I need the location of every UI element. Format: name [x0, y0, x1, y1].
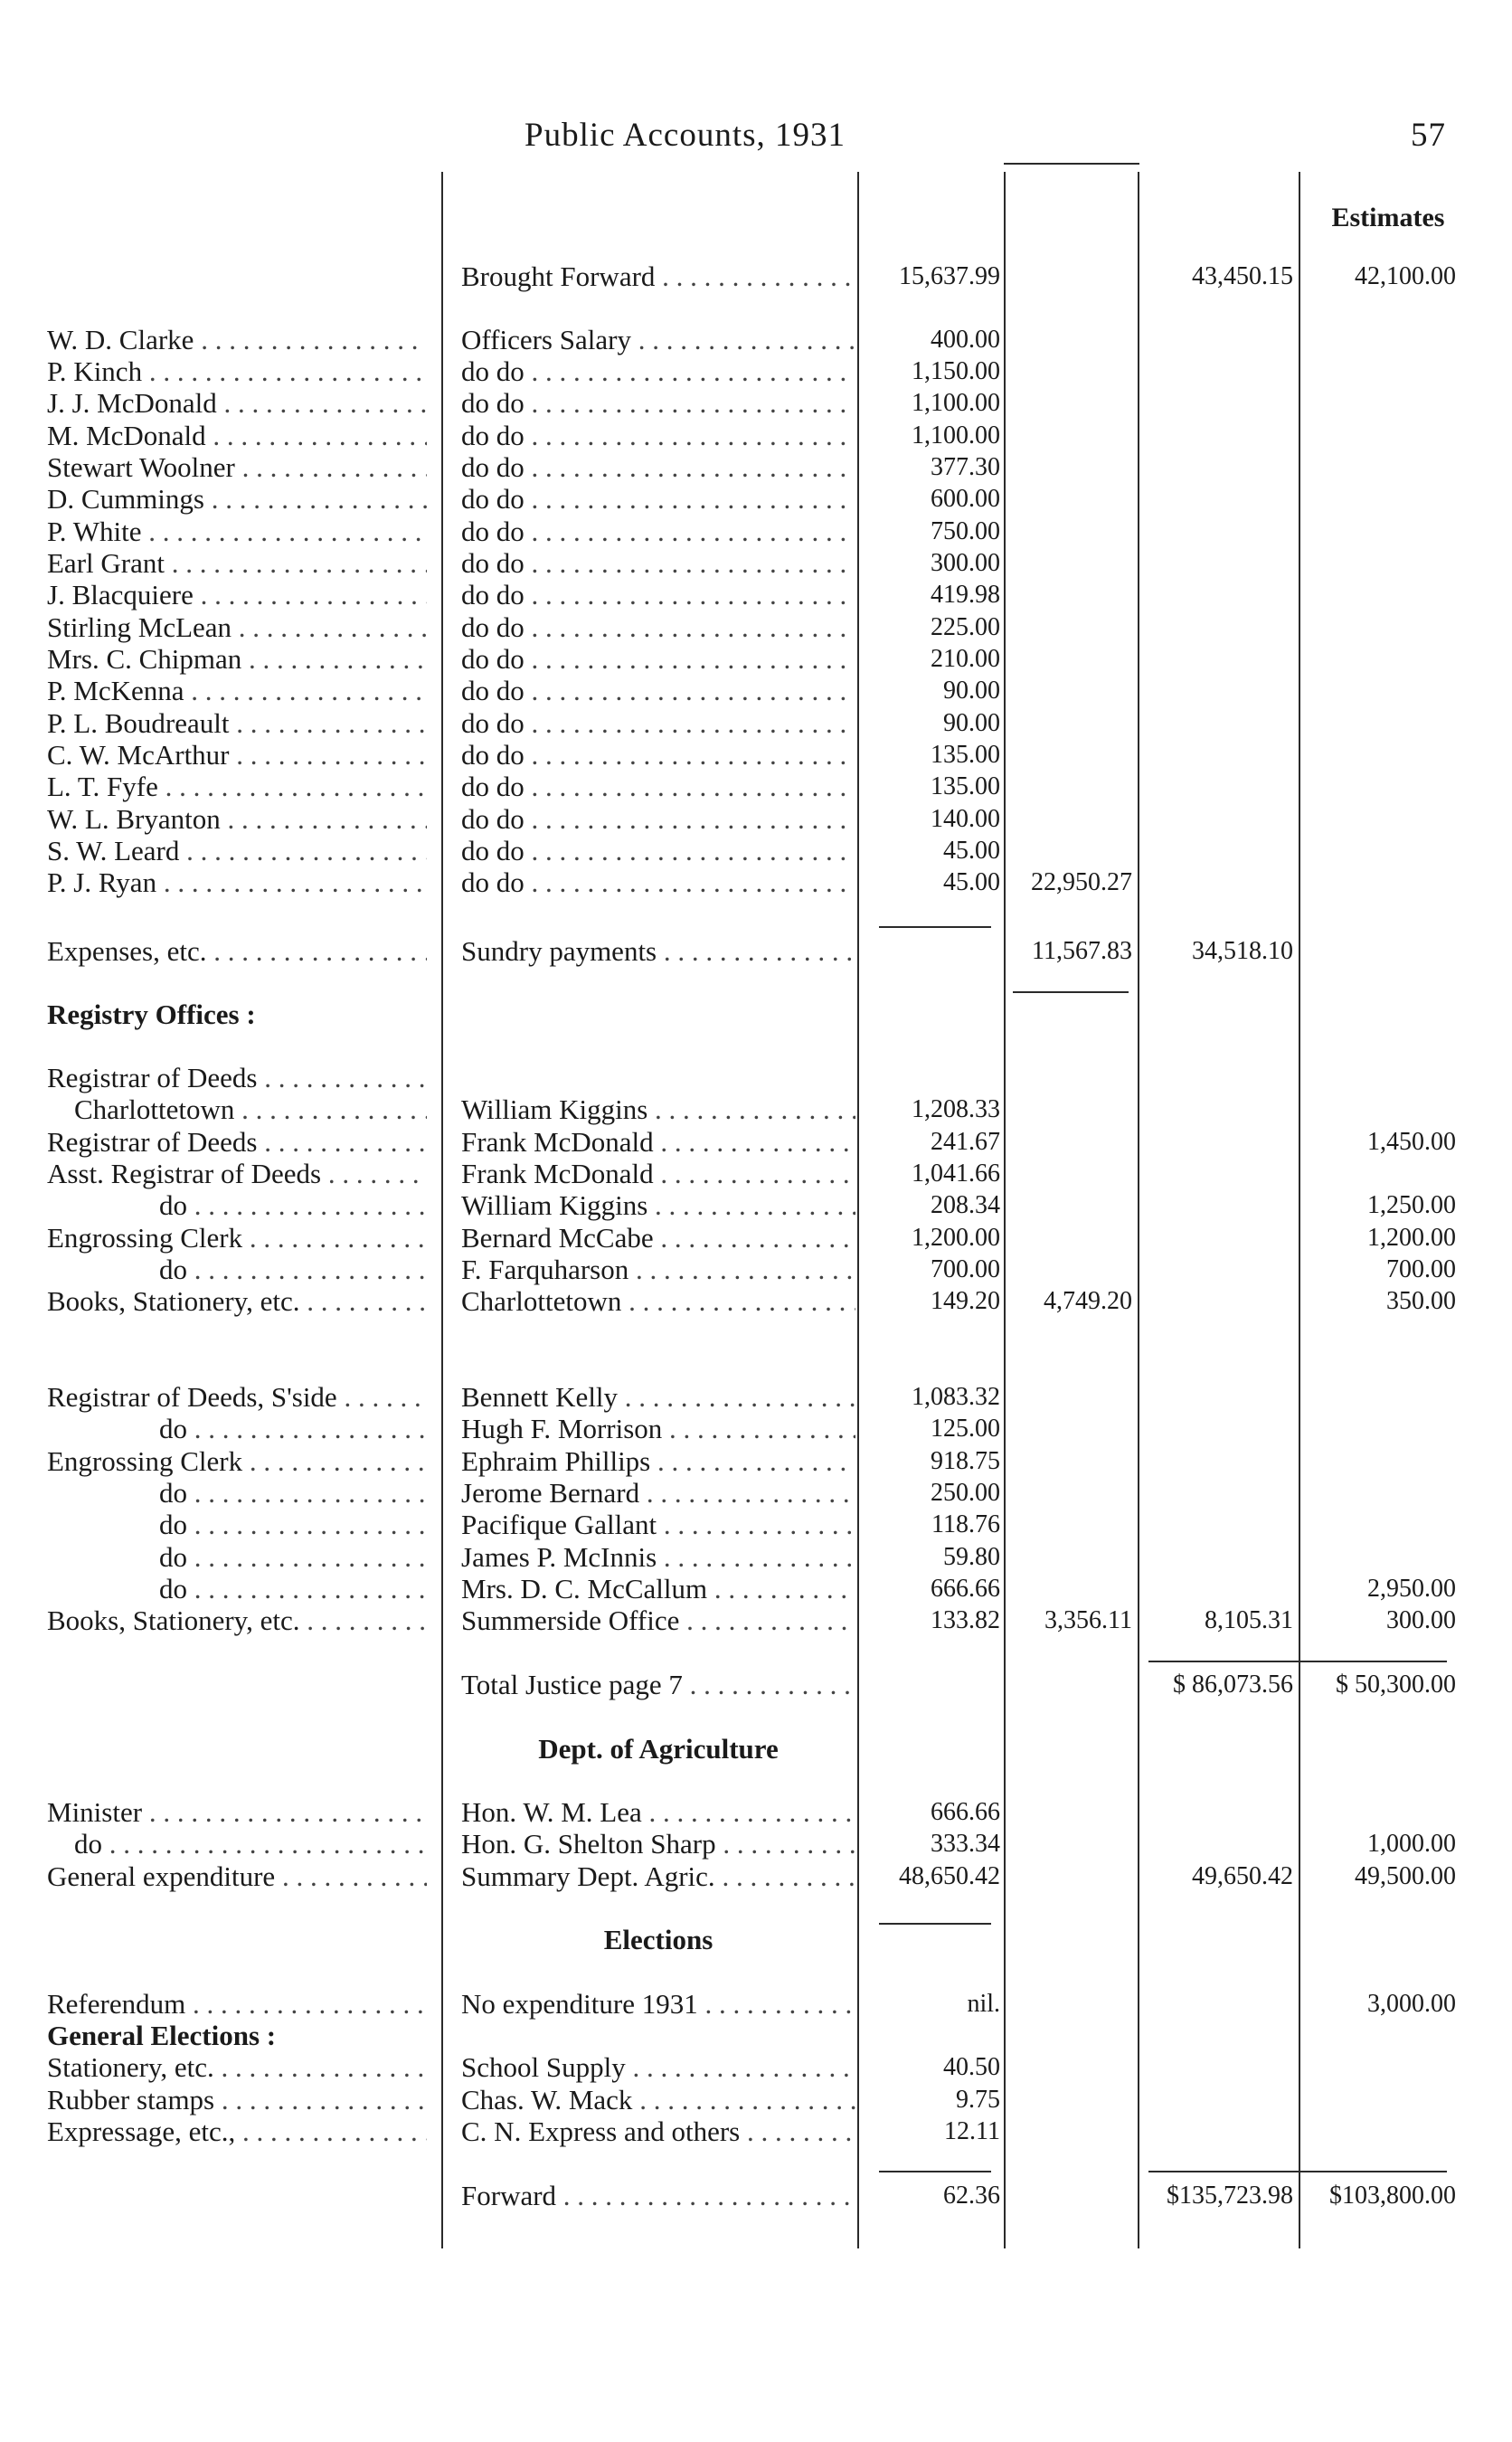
amount-a4: 1,000.00 [1367, 1830, 1456, 1858]
row-payee: do do . . . [461, 355, 855, 388]
row-label: Engrossing Clerk . . . [47, 1222, 427, 1254]
row-payee: do do . . . [461, 675, 855, 707]
amount-a3: 34,518.10 [1192, 937, 1293, 965]
row-payee: do do . . . [461, 643, 855, 676]
row-payee: Mrs. D. C. McCallum . . . [461, 1573, 855, 1605]
estimates-header: Estimates [1331, 203, 1445, 232]
amount-a4: $ 50,300.00 [1336, 1671, 1456, 1699]
amount-a1: 208.34 [931, 1191, 1000, 1219]
row-label: P. Kinch . . . [47, 355, 427, 388]
amount-a3: 8,105.31 [1205, 1606, 1293, 1634]
row-payee: Hon. W. M. Lea . . . [461, 1796, 855, 1829]
row-label: do . . . [159, 1477, 427, 1510]
row-label: P. McKenna . . . [47, 675, 427, 707]
amount-a2: 11,567.83 [1032, 937, 1132, 965]
row-payee: Sundry payments . . . [461, 935, 855, 968]
row-payee: Total Justice page 7 . . . [461, 1669, 855, 1701]
row-label: D. Cummings . . . [47, 483, 427, 516]
row-payee: Jerome Bernard . . . [461, 1477, 855, 1510]
row-payee: do do . . . [461, 451, 855, 484]
row-label: P. L. Boudreault . . . [47, 707, 427, 740]
amount-a3: 49,650.42 [1192, 1862, 1293, 1890]
row-payee: Frank McDonald . . . [461, 1158, 855, 1190]
row-payee: do do . . . [461, 579, 855, 611]
row-label: Engrossing Clerk . . . [47, 1445, 427, 1478]
amount-a4: 1,200.00 [1367, 1224, 1456, 1252]
column-rule [1138, 172, 1139, 2248]
row-label: L. T. Fyfe . . . [47, 771, 427, 803]
amount-a1: 1,100.00 [912, 389, 1000, 417]
row-payee: Summerside Office . . . [461, 1604, 855, 1637]
row-payee: James P. McInnis . . . [461, 1541, 855, 1574]
row-label: Books, Stationery, etc. . . . [47, 1604, 427, 1637]
amount-a1: 48,650.42 [899, 1862, 1000, 1890]
row-payee: Bennett Kelly . . . [461, 1381, 855, 1414]
amount-a2: 22,950.27 [1031, 868, 1132, 896]
row-label: S. W. Leard . . . [47, 835, 427, 867]
row-payee: Frank McDonald . . . [461, 1126, 855, 1159]
rule [879, 926, 991, 928]
amount-a1: 40.50 [943, 2053, 1000, 2081]
amount-a1: 1,041.66 [912, 1159, 1000, 1188]
row-payee: School Supply . . . [461, 2051, 855, 2084]
amount-a4: $103,800.00 [1329, 2182, 1456, 2210]
row-payee: do do . . . [461, 835, 855, 867]
amount-a1: 59.80 [943, 1543, 1000, 1571]
amount-a1: 125.00 [931, 1415, 1000, 1443]
row-payee: do do . . . [461, 387, 855, 420]
row-label: do . . . [159, 1413, 427, 1445]
amount-a1: 90.00 [943, 677, 1000, 705]
row-label: Minister . . . [47, 1796, 427, 1829]
row-payee: William Kiggins . . . [461, 1189, 855, 1222]
row-label: P. J. Ryan . . . [47, 866, 427, 899]
amount-a1: 135.00 [931, 741, 1000, 769]
row-payee: Bernard McCabe . . . [461, 1222, 855, 1254]
amount-a4: 3,000.00 [1367, 1990, 1456, 2018]
amount-a1: 700.00 [931, 1255, 1000, 1283]
amount-a1: 300.00 [931, 549, 1000, 577]
row-payee: Forward . . . [461, 2180, 855, 2212]
row-label: Expressage, etc., . . . [47, 2115, 427, 2148]
amount-a1: 666.66 [931, 1575, 1000, 1603]
row-payee: Officers Salary . . . [461, 324, 855, 356]
amount-a1: 9.75 [956, 2086, 1000, 2114]
row-label: Asst. Registrar of Deeds . . . [47, 1158, 427, 1190]
column-rule [1004, 172, 1006, 2248]
row-payee: Hugh F. Morrison . . . [461, 1413, 855, 1445]
section-heading: Dept. of Agriculture [538, 1733, 779, 1765]
rule [1148, 2171, 1447, 2172]
rule [1148, 1661, 1447, 1662]
row-payee: F. Farquharson . . . [461, 1254, 855, 1286]
row-payee: do do . . . [461, 739, 855, 771]
row-payee: Summary Dept. Agric. . . . [461, 1860, 855, 1893]
row-payee: do do . . . [461, 547, 855, 580]
amount-a4: 1,450.00 [1367, 1128, 1456, 1156]
amount-a1: 135.00 [931, 772, 1000, 800]
amount-a2: 4,749.20 [1044, 1287, 1132, 1315]
row-label: do . . . [159, 1573, 427, 1605]
rule [879, 1923, 991, 1925]
amount-a4: 300.00 [1386, 1606, 1456, 1634]
row-payee: do do . . . [461, 803, 855, 836]
amount-a1: 750.00 [931, 517, 1000, 545]
row-label: Registrar of Deeds . . . [47, 1062, 427, 1094]
amount-a1: nil. [967, 1990, 1000, 2018]
amount-a1: 133.82 [931, 1606, 1000, 1634]
row-label: Stirling McLean . . . [47, 611, 427, 644]
row-label: Rubber stamps . . . [47, 2084, 427, 2116]
amount-a4: 42,100.00 [1355, 262, 1456, 290]
amount-a1: 333.34 [931, 1830, 1000, 1858]
row-label: W. L. Bryanton . . . [47, 803, 427, 836]
amount-a2: 3,356.11 [1044, 1606, 1132, 1634]
column-rule [441, 172, 443, 2248]
amount-a1: 241.67 [931, 1128, 1000, 1156]
row-label: Stewart Woolner . . . [47, 451, 427, 484]
row-payee: do do . . . [461, 516, 855, 548]
row-label: Referendum . . . [47, 1988, 427, 2021]
row-label: P. White . . . [47, 516, 427, 548]
row-label: J. J. McDonald . . . [47, 387, 427, 420]
row-label: do . . . [159, 1254, 427, 1286]
amount-a1: 377.30 [931, 453, 1000, 481]
row-payee: do do . . . [461, 420, 855, 452]
amount-a4: 350.00 [1386, 1287, 1456, 1315]
amount-a1: 140.00 [931, 805, 1000, 833]
row-label: Books, Stationery, etc. . . . [47, 1285, 427, 1318]
amount-a4: 1,250.00 [1367, 1191, 1456, 1219]
amount-a1: 250.00 [931, 1479, 1000, 1507]
row-label: Mrs. C. Chipman . . . [47, 643, 427, 676]
row-label: Charlottetown . . . [74, 1093, 427, 1126]
row-label: do . . . [159, 1189, 427, 1222]
row-payee: Brought Forward . . . [461, 260, 855, 293]
row-label: J. Blacquiere . . . [47, 579, 427, 611]
row-payee: do do . . . [461, 611, 855, 644]
amount-a1: 1,083.32 [912, 1383, 1000, 1411]
amount-a1: 90.00 [943, 709, 1000, 737]
row-label: do . . . [159, 1509, 427, 1541]
amount-a3: $ 86,073.56 [1173, 1671, 1293, 1699]
row-payee: C. N. Express and others . . . [461, 2115, 855, 2148]
amount-a1: 1,100.00 [912, 421, 1000, 450]
column-rule [857, 172, 859, 2248]
rule [879, 2171, 991, 2172]
section-heading: Registry Offices : [47, 999, 256, 1030]
page-number: 57 [1411, 117, 1446, 154]
row-label: W. D. Clarke . . . [47, 324, 427, 356]
amount-a4: 2,950.00 [1367, 1575, 1456, 1603]
amount-a1: 600.00 [931, 485, 1000, 513]
amount-a1: 12.11 [944, 2117, 1000, 2145]
amount-a1: 918.75 [931, 1447, 1000, 1475]
row-label: Stationery, etc. . . . [47, 2051, 427, 2084]
rule [1013, 991, 1129, 993]
row-payee: do do . . . [461, 707, 855, 740]
page-title: Public Accounts, 1931 [524, 117, 846, 154]
section-heading: Elections [603, 1924, 713, 1955]
amount-a1: 225.00 [931, 613, 1000, 641]
amount-a4: 700.00 [1386, 1255, 1456, 1283]
row-label: M. McDonald . . . [47, 420, 427, 452]
amount-a1: 1,208.33 [912, 1095, 1000, 1123]
amount-a3: $135,723.98 [1167, 2182, 1293, 2210]
row-label: General expenditure . . . [47, 1860, 427, 1893]
row-payee: do do . . . [461, 483, 855, 516]
amount-a1: 45.00 [943, 868, 1000, 896]
row-payee: Pacifique Gallant . . . [461, 1509, 855, 1541]
amount-a1: 62.36 [943, 2182, 1000, 2210]
row-label: Expenses, etc. . . . [47, 935, 427, 968]
row-payee: Hon. G. Shelton Sharp . . . [461, 1828, 855, 1860]
row-label: do . . . [74, 1828, 427, 1860]
amount-a1: 15,637.99 [899, 262, 1000, 290]
row-label: do . . . [159, 1541, 427, 1574]
amount-a3: 43,450.15 [1192, 262, 1293, 290]
amount-a1: 400.00 [931, 326, 1000, 354]
row-label: C. W. McArthur . . . [47, 739, 427, 771]
row-label: Earl Grant . . . [47, 547, 427, 580]
amount-a1: 210.00 [931, 645, 1000, 673]
amount-a4: 49,500.00 [1355, 1862, 1456, 1890]
row-payee: do do . . . [461, 771, 855, 803]
amount-a1: 1,150.00 [912, 357, 1000, 385]
amount-a1: 149.20 [931, 1287, 1000, 1315]
row-label: Registrar of Deeds . . . [47, 1126, 427, 1159]
amount-a1: 419.98 [931, 581, 1000, 609]
row-payee: Chas. W. Mack . . . [461, 2084, 855, 2116]
amount-a1: 666.66 [931, 1798, 1000, 1826]
row-payee: Ephraim Phillips . . . [461, 1445, 855, 1478]
row-payee: William Kiggins . . . [461, 1093, 855, 1126]
row-payee: Charlottetown . . . [461, 1285, 855, 1318]
section-heading: General Elections : [47, 2020, 277, 2051]
amount-a1: 118.76 [931, 1510, 1000, 1538]
amount-a1: 1,200.00 [912, 1224, 1000, 1252]
row-label: Registrar of Deeds, S'side . . . [47, 1381, 427, 1414]
amount-a1: 45.00 [943, 837, 1000, 865]
rule [1004, 163, 1139, 165]
row-payee: do do . . . [461, 866, 855, 899]
row-payee: No expenditure 1931 . . . [461, 1988, 855, 2021]
